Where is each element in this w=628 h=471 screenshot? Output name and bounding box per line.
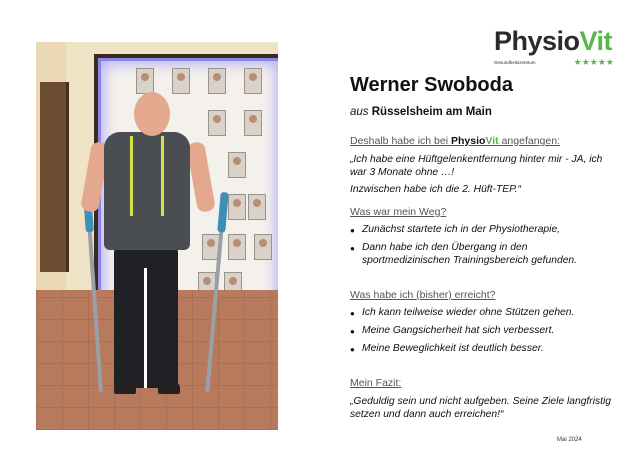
staff-portrait [254, 234, 272, 260]
footer-date: Mai 2024 [557, 437, 582, 443]
photo-door [40, 82, 69, 272]
person-head [134, 92, 170, 136]
logo-subtitle: Gesundheitszentrum [494, 60, 536, 65]
person-shirt [104, 132, 190, 250]
person-origin [350, 106, 612, 118]
logo-subline [494, 57, 614, 68]
path-list-item: ● Zunächst startete ich in der Physiotherapie, [350, 224, 612, 237]
person-name: Werner Swoboda [350, 74, 513, 96]
path-list-item: ● Dann habe ich den Übergang in den sportmedizinischen Trainingsbereich gefunden. [350, 242, 612, 268]
person-shoe-left [114, 382, 136, 394]
staff-portrait [136, 68, 154, 94]
origin-prefix: aus [350, 106, 369, 118]
motivation-quote-1: „Ich habe eine Hüftgelenkentfernung hinter mir - JA, ich war 3 Monate ohne …! [350, 154, 603, 178]
heading-text-before: Deshalb habe ich bei [350, 135, 449, 147]
logo-part2: Vit [579, 26, 613, 56]
staff-portrait [228, 194, 246, 220]
logo-part1: Physio [494, 26, 580, 56]
heading-text-after: angefangen: [501, 135, 560, 147]
logo-wordmark [494, 28, 614, 55]
achievements-list [350, 307, 612, 361]
heading-brand-part1: Physio [451, 135, 486, 147]
person-shoe-right [158, 382, 180, 394]
section-achievements-heading: Was habe ich (bisher) erreicht? [350, 289, 496, 301]
physiovit-logo [494, 28, 614, 68]
person-header [350, 74, 612, 118]
conclusion-quote: „Geduldig sein und nicht aufgeben. Seine Ziele langfristig setzen und dann auch erreichen!“ [350, 396, 612, 420]
staff-portrait [208, 68, 226, 94]
person-pants [114, 248, 178, 388]
achievements-list-item: ● Meine Gangsicherheit hat sich verbessert. [350, 325, 612, 338]
testimonial-photo [36, 42, 278, 430]
path-list [350, 224, 612, 273]
achievements-list-item: ● Ich kann teilweise wieder ohne Stützen gehen. [350, 307, 612, 320]
staff-portrait [248, 194, 266, 220]
staff-portrait [228, 152, 246, 178]
origin-place: Rüsselsheim am Main [371, 106, 492, 118]
staff-portrait [172, 68, 190, 94]
logo-stars-icon: ★★★★★ [573, 57, 614, 67]
staff-portrait [208, 110, 226, 136]
section-path-heading: Was war mein Weg? [350, 206, 447, 218]
staff-portrait [228, 234, 246, 260]
heading-brand-part2: Vit [485, 135, 499, 147]
section-conclusion-heading: Mein Fazit: [350, 377, 402, 389]
section-motivation-heading [350, 135, 560, 147]
staff-portrait [244, 68, 262, 94]
motivation-quote-2: Inzwischen habe ich die 2. Hüft-TEP.“ [350, 184, 521, 195]
staff-portrait [244, 110, 262, 136]
achievements-list-item: ● Meine Beweglichkeit ist deutlich besser. [350, 343, 612, 356]
